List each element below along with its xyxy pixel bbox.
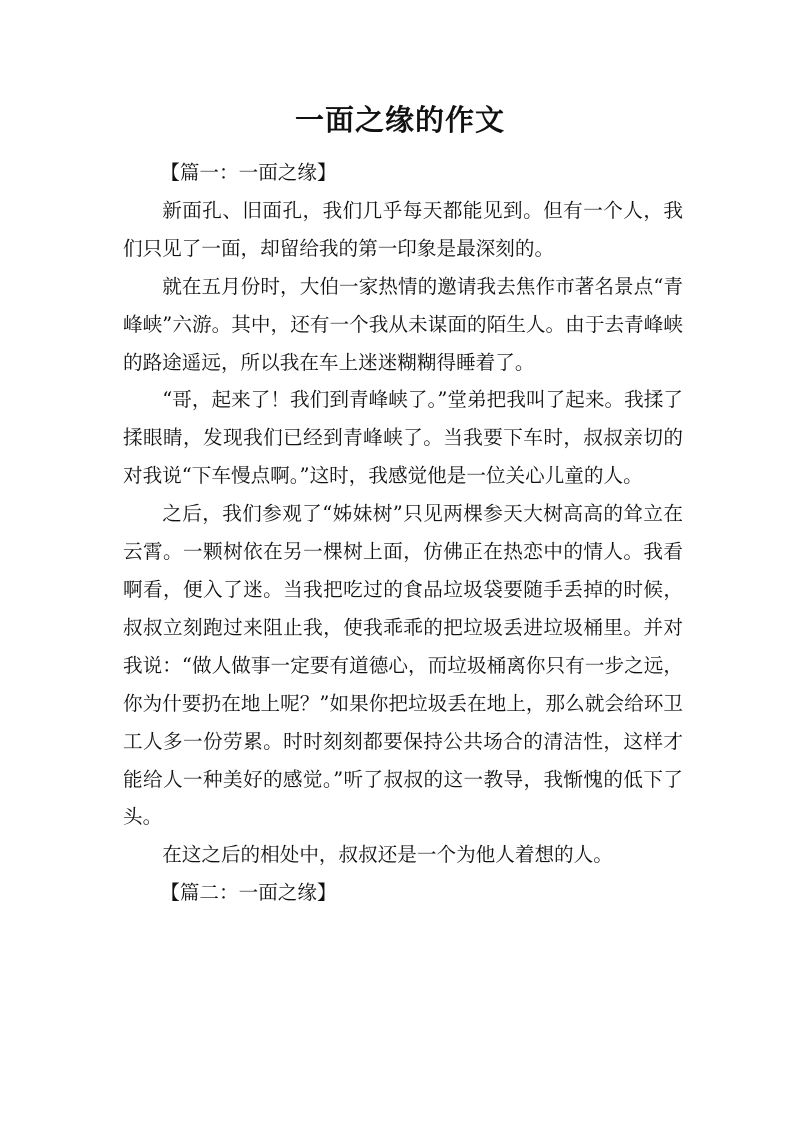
paragraph-1: 新面孔、旧面孔，我们几乎每天都能见到。但有一个人，我们只见了一面，却留给我的第一印象是最深刻的。 [123,198,683,260]
paragraph-4: 之后，我们参观了“姊妹树”只见两棵参天大树高高的耸立在云霄。一颗树依在另一棵树上面，仿佛正在热恋中的情人。我看啊看，便入了迷。当我把吃过的食品垃圾袋要随手丢掉的时候，叔叔立刻跑过来阻止我，使我乖乖的把垃圾丢进垃圾桶里。并对我说：“做人做事一定要有道德心，而垃圾桶离你只有一步之远，你为什要扔在地上呢？”如果你把垃圾丢在地上，那么就会给环卫工人多一份劳累。时时刻刻都要保持公共场合的清洁性，这样才能给人一种美好的感觉。”听了叔叔的这一教导，我惭愧的低下了头。 [123,502,683,829]
paragraph-3: “哥，起来了！我们到青峰峡了。”堂弟把我叫了起来。我揉了揉眼睛，发现我们已经到青峰峡了。当我要下车时，叔叔亲切的对我说“下车慢点啊。”这时，我感觉他是一位关心儿童的人。 [123,388,683,488]
document-body [123,154,683,912]
document-title: 一面之缘的作文 [294,103,505,137]
paragraph-2: 就在五月份时，大伯一家热情的邀请我去焦作市著名景点“青峰峡”六游。其中，还有一个我从未谋面的陌生人。由于去青峰峡的路途遥远，所以我在车上迷迷糊糊得睡着了。 [123,274,683,374]
section-heading-2: 【篇二：一面之缘】 [160,881,337,905]
paragraph-5: 在这之后的相处中，叔叔还是一个为他人着想的人。 [162,843,613,867]
section-heading-1: 【篇一：一面之缘】 [160,161,337,184]
